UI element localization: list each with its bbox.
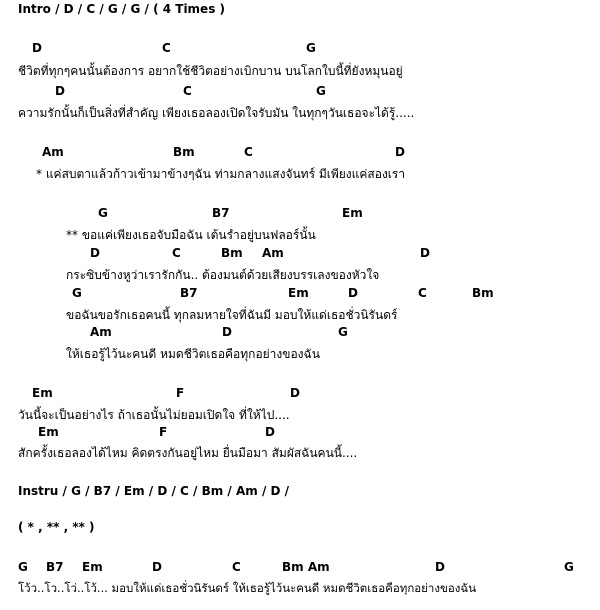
- chord: C: [183, 84, 192, 98]
- chord: D: [90, 246, 100, 260]
- chord: D: [152, 560, 162, 574]
- chord: D: [290, 386, 300, 400]
- lyric-line: สักครั้งเธอลองได้ไหม คิดตรงกันอยู่ไหม ยื่นมือมา สัมผัสฉันคนนี้....: [18, 446, 358, 460]
- repeat-marker: ( * , ** , ** ): [18, 520, 95, 534]
- chord: D: [395, 145, 405, 159]
- chord: Em: [38, 425, 59, 439]
- lyric-line: ** ขอแค่เพียงเธอจับมือฉัน เต้นรำอยู่บนฟลอร์นั้น: [66, 228, 316, 242]
- lyric-line: วันนี้จะเป็นอย่างไร ถ้าเธอนั้นไม่ยอมเปิดใจ ที่ให้ไป....: [18, 408, 290, 422]
- chord: Em: [288, 286, 309, 300]
- chord: C: [172, 246, 181, 260]
- chord: C: [244, 145, 253, 159]
- chord: G: [316, 84, 326, 98]
- chord: D: [222, 325, 232, 339]
- lyric-line: โว้ว..โว..โว่..โว้... มอบให้แด่เธอชั่วนิรันดร์ ให้เธอรู้ไว้นะคนดี หมดชีวิตเธอคือทุกอย่างของฉัน: [18, 581, 477, 595]
- chord: Am: [262, 246, 284, 260]
- lyric-line: ให้เธอรู้ไว้นะคนดี หมดชีวิตเธอคือทุกอย่างของฉัน: [66, 347, 320, 361]
- chord: Bm Am: [282, 560, 330, 574]
- chord: B7: [46, 560, 64, 574]
- instrumental-line: Instru / G / B7 / Em / D / C / Bm / Am / D /: [18, 484, 290, 498]
- chord: C: [162, 41, 171, 55]
- chord: Em: [82, 560, 103, 574]
- chord: Am: [90, 325, 112, 339]
- chord: G: [72, 286, 82, 300]
- chord: G: [18, 560, 28, 574]
- chord: D: [348, 286, 358, 300]
- chord: Em: [32, 386, 53, 400]
- chord: Am: [42, 145, 64, 159]
- chord: D: [55, 84, 65, 98]
- chord: G: [338, 325, 348, 339]
- lyric-line: * แค่สบตาแล้วก้าวเข้ามาข้างๆฉัน ท่ามกลางแสงจันทร์ มีเพียงแค่สองเรา: [36, 167, 406, 181]
- chord: Em: [342, 206, 363, 220]
- lyric-line: ขอฉันขอรักเธอคนนี้ ทุกลมหายใจที่ฉันมี มอบให้แด่เธอชั่วนิรันดร์: [66, 308, 398, 322]
- chord: G: [98, 206, 108, 220]
- chord: D: [420, 246, 430, 260]
- chord: C: [418, 286, 427, 300]
- chord: D: [32, 41, 42, 55]
- lyric-line: ชีวิตที่ทุกๆคนนั้นต้องการ อยากใช้ชีวิตอย่างเบิกบาน บนโลกใบนี้ที่ยังหมุนอยู่: [18, 64, 403, 78]
- chord: F: [159, 425, 168, 439]
- lyric-line: กระซิบข้างหูว่าเรารักกัน.. ต้องมนต์ด้วยเสียงบรรเลงของหัวใจ: [66, 268, 380, 282]
- chord: G: [564, 560, 574, 574]
- chord: Bm: [472, 286, 494, 300]
- chord: G: [306, 41, 316, 55]
- intro-line: Intro / D / C / G / G / ( 4 Times ): [18, 2, 225, 16]
- chord: C: [232, 560, 241, 574]
- chord: Bm: [173, 145, 195, 159]
- chord: F: [176, 386, 185, 400]
- chord: Bm: [221, 246, 243, 260]
- chord: B7: [180, 286, 198, 300]
- lyric-line: ความรักนั้นก็เป็นสิ่งที่สำคัญ เพียงเธอลองเปิดใจรับมัน ในทุกๆวันเธอจะได้รู้.....: [18, 106, 415, 120]
- chord: B7: [212, 206, 230, 220]
- chord: D: [435, 560, 445, 574]
- chord: D: [265, 425, 275, 439]
